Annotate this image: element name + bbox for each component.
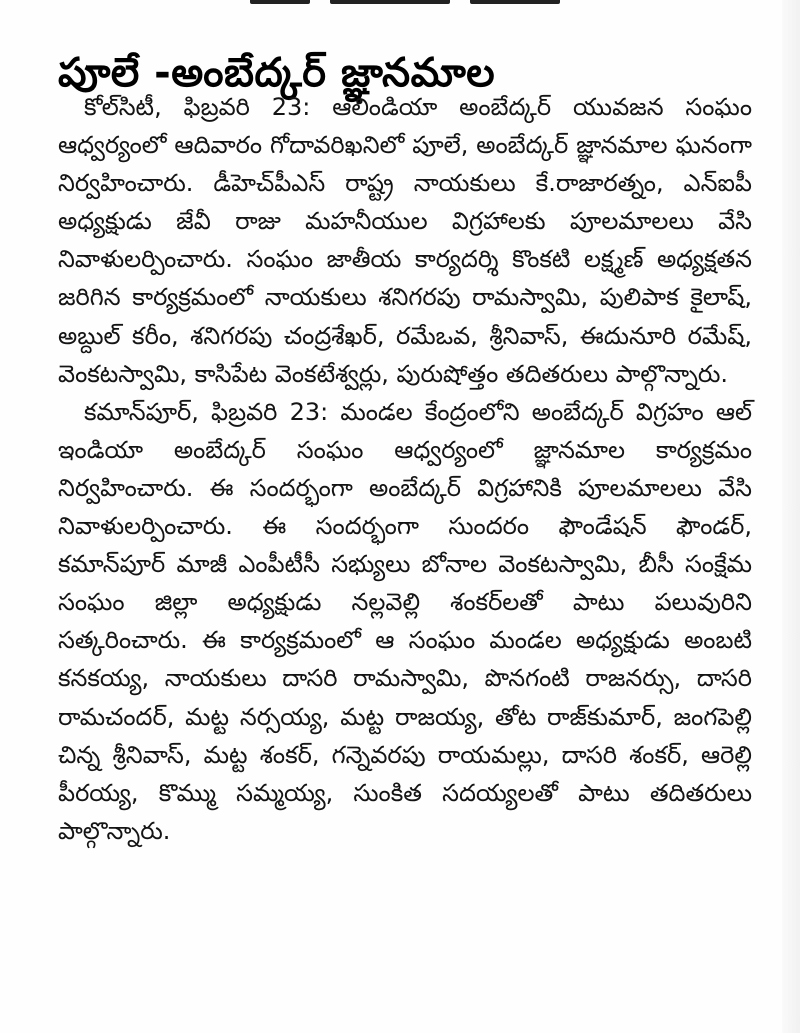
article-body <box>58 88 752 850</box>
headline: పూలే -అంబేద్కర్ జ్ఞానమాల <box>58 49 496 96</box>
page-edge-shadow <box>782 0 800 1033</box>
article-paragraph: కోల్‌సిటీ, ఫిబ్రవరి 23: ఆలిండియా అంబేద్కర్ యువజన సంఘం ఆధ్వర్యంలో ఆదివారం గోదావరిఖనిలో పూలే, అంబేద్కర్ జ్ఞానమాల ఘనంగా నిర్వహించారు. డీహెచ్‌పీఎస్ రాష్ట్ర నాయకులు కే.రాజారత్నం, ఎన్ఐపీ అధ్యక్షుడు జేవీ రాజు మహనీయుల విగ్రహాలకు పూలమాలలు వేసి నివాళులర్పించారు. సంఘం జాతీయ కార్యదర్శి కొంకటి లక్ష్మణ్ అధ్యక్షతన జరిగిన కార్యక్రమంలో నాయకులు శనిగరపు రామస్వామి, పులిపాక కైలాష్, అబ్దుల్ కరీం, శనిగరపు చంద్రశేఖర్, రమేఒవ, శ్రీనివాస్, ఈదునూరి రమేష్, వెంకటస్వామి, కాసిపేట వెంకటేశ్వర్లు, పురుషోత్తం తదితరులు పాల్గొన్నారు. <box>58 93 752 388</box>
cropped-previous-text <box>0 0 800 10</box>
article-paragraph: కమాన్‌పూర్, ఫిబ్రవరి 23: మండల కేంద్రంలోని అంబేద్కర్ విగ్రహం ఆల్ ఇండియా అంబేద్కర్ సంఘం ఆధ్వర్యంలో జ్ఞానమాల కార్యక్రమం నిర్వహించారు. ఈ సందర్భంగా అంబేద్కర్ విగ్రహానికి పూలమాలలు వేసి నివాళులర్పించారు. ఈ సందర్భంగా సుందరం ఫౌండేషన్ ఫౌండర్, కమాన్‌పూర్ మాజీ ఎంపీటీసీ సభ్యులు బోనాల వెంకటస్వామి, బీసీ సంక్షేమ సంఘం జిల్లా అధ్యక్షుడు నల్లవెల్లి శంకర్‌లతో పాటు పలువురిని సత్కరించారు. ఈ కార్యక్రమంలో ఆ సంఘం మండల అధ్యక్షుడు అంబటి కనకయ్య, నాయకులు దాసరి రామస్వామి, పొనగంటి రాజనర్సు, దాసరి రామచందర్, మట్ట నర్సయ్య, మట్ట రాజయ్య, తోట రాజ్‌కుమార్, జంగపెల్లి చిన్న శ్రీనివాస్, మట్ట శంకర్, గన్నెవరపు రాయమల్లు, దాసరి శంకర్, ఆరెల్లి పీరయ్య, కొమ్ము సమ్మయ్య, సుంకిత సదయ్యలతో పాటు తదితరులు పాల్గొన్నారు. <box>58 397 752 845</box>
